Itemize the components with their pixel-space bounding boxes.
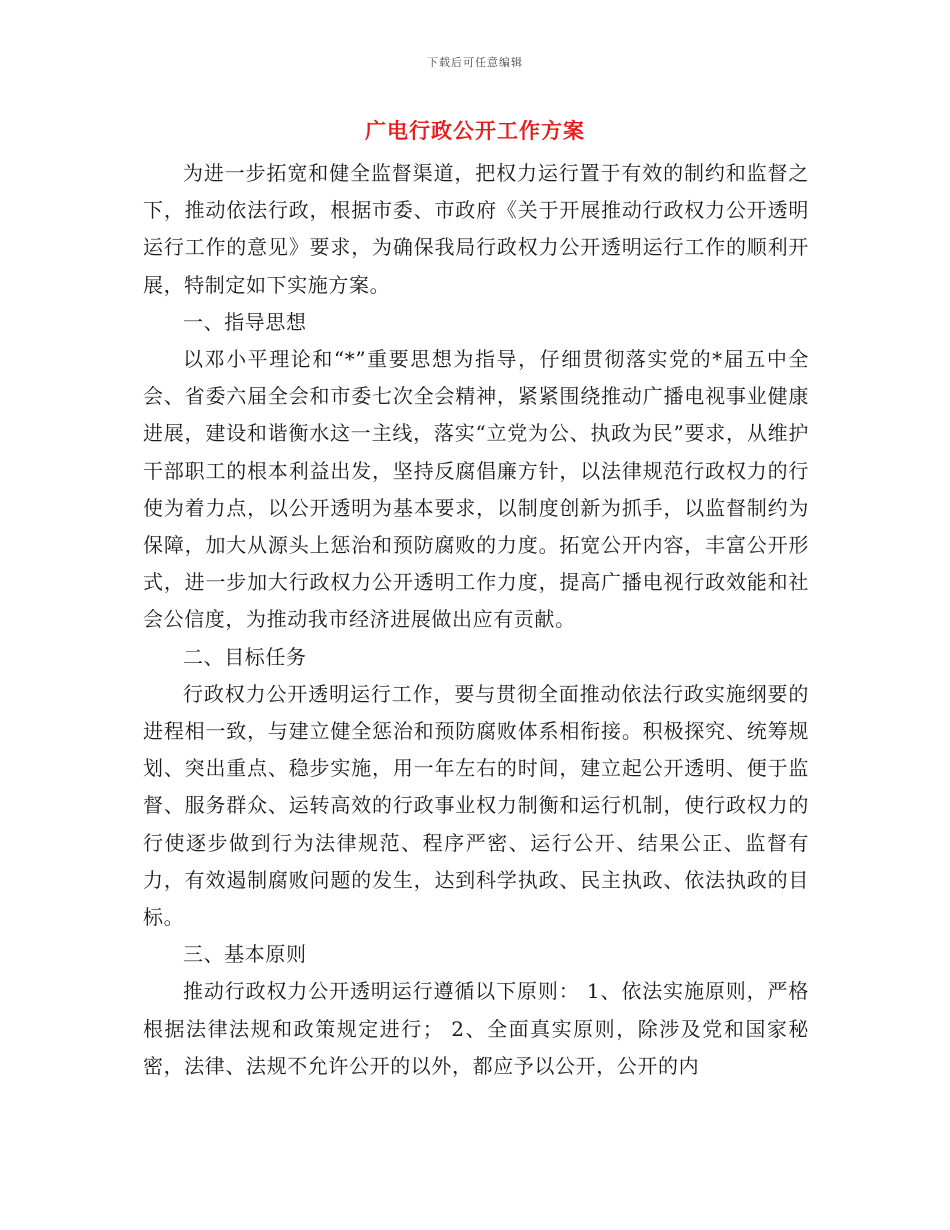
guiding-ideology-paragraph: 以邓小平理论和“*”重要思想为指导，仔细贯彻落实党的*届五中全会、省委六届全会和市委七次全会精神，紧紧围绕推动广播电视事业健康进展，建设和谐衡水这一主线，落实“立党为公、执政为民”要求，从维护干部职工的根本利益出发，坚持反腐倡廉方针，以法律规范行政权力的行使为着力点，以公开透明为基本要求，以制度创新为抓手，以监督制约为保障，加大从源头上惩治和预防腐败的力度。拓宽公开内容，丰富公开形式，进一步加大行政权力公开透明工作力度，提高广播电视行政效能和社会公信度，为推动我市经济进展做出应有贡献。 xyxy=(143,347,809,632)
section-heading-guiding-ideology: 一、指导思想 xyxy=(183,309,307,334)
basic-principles-paragraph: 推动行政权力公开透明运行遵循以下原则： 1、依法实施原则，严格根据法律法规和政策规定进行； 2、全面真实原则，除涉及党和国家秘密，法律、法规不允许公开的以外，都应予以公开，公开的内 xyxy=(143,979,809,1078)
document-body xyxy=(143,155,809,1085)
section-heading-goals-tasks: 二、目标任务 xyxy=(183,644,307,669)
goals-tasks-paragraph: 行政权力公开透明运行工作，要与贯彻全面推动依法行政实施纲要的进程相一致，与建立健全惩治和预防腐败体系相衔接。积极探究、统筹规划、突出重点、稳步实施，用一年左右的时间，建立起公开透明、便于监督、服务群众、运转高效的行政事业权力制衡和运行机制，使行政权力的行使逐步做到行为法律规范、程序严密、运行公开、结果公正、监督有力，有效遏制腐败问题的发生，达到科学执政、民主执政、依法执政的目标。 xyxy=(143,681,809,930)
section-heading-basic-principles: 三、基本原则 xyxy=(183,942,307,967)
intro-paragraph: 为进一步拓宽和健全监督渠道，把权力运行置于有效的制约和监督之下，推动依法行政，根据市委、市政府《关于开展推动行政权力公开透明运行工作的意见》要求，为确保我局行政权力公开透明运行工作的顺利开展，特制定如下实施方案。 xyxy=(143,161,809,297)
header-note: 下载后可任意编辑 xyxy=(427,56,523,69)
document-title: 广电行政公开工作方案 xyxy=(365,118,585,143)
